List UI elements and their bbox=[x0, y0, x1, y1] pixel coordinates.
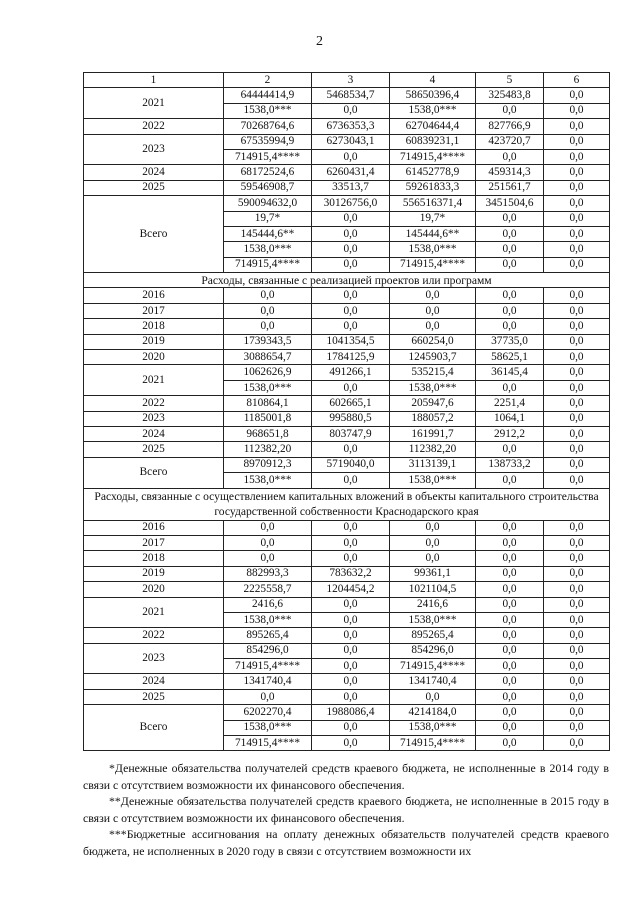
value-cell: 0,0 bbox=[224, 520, 312, 535]
value-cell: 0,0 bbox=[544, 149, 610, 164]
value-cell: 0,0 bbox=[544, 180, 610, 195]
value-cell: 0,0 bbox=[544, 566, 610, 581]
value-cell: 714915,4**** bbox=[390, 736, 476, 751]
table-row bbox=[84, 411, 610, 426]
year-cell: 2021 bbox=[84, 597, 224, 628]
value-cell: 0,0 bbox=[476, 736, 544, 751]
value-cell: 0,0 bbox=[312, 303, 390, 318]
column-number: 4 bbox=[390, 73, 476, 88]
footnotes bbox=[83, 760, 609, 860]
value-cell: 0,0 bbox=[544, 88, 610, 103]
value-cell: 6260431,4 bbox=[312, 165, 390, 180]
value-cell: 0,0 bbox=[312, 226, 390, 241]
value-cell: 0,0 bbox=[312, 720, 390, 735]
value-cell: 1538,0*** bbox=[224, 242, 312, 257]
value-cell: 714915,4**** bbox=[390, 659, 476, 674]
table-row bbox=[84, 88, 610, 103]
value-cell: 0,0 bbox=[544, 705, 610, 720]
value-cell: 0,0 bbox=[476, 551, 544, 566]
value-cell: 827766,9 bbox=[476, 119, 544, 134]
value-cell: 0,0 bbox=[476, 380, 544, 395]
value-cell: 0,0 bbox=[476, 319, 544, 334]
value-cell: 0,0 bbox=[544, 196, 610, 211]
value-cell: 205947,6 bbox=[390, 396, 476, 411]
year-cell: 2022 bbox=[84, 628, 224, 643]
value-cell: 33513,7 bbox=[312, 180, 390, 195]
value-cell: 714915,4**** bbox=[224, 736, 312, 751]
year-cell: Всего bbox=[84, 457, 224, 488]
value-cell: 325483,8 bbox=[476, 88, 544, 103]
value-cell: 1204454,2 bbox=[312, 582, 390, 597]
value-cell: 0,0 bbox=[544, 473, 610, 488]
value-cell: 0,0 bbox=[544, 720, 610, 735]
value-cell: 19,7* bbox=[224, 211, 312, 226]
year-cell: Всего bbox=[84, 705, 224, 751]
value-cell: 2251,4 bbox=[476, 396, 544, 411]
value-cell: 58625,1 bbox=[476, 350, 544, 365]
section-title-row bbox=[84, 488, 610, 520]
value-cell: 0,0 bbox=[312, 689, 390, 704]
value-cell: 0,0 bbox=[312, 380, 390, 395]
value-cell: 251561,7 bbox=[476, 180, 544, 195]
value-cell: 3451504,6 bbox=[476, 196, 544, 211]
value-cell: 5719040,0 bbox=[312, 457, 390, 472]
value-cell: 0,0 bbox=[544, 365, 610, 380]
year-cell: 2018 bbox=[84, 319, 224, 334]
value-cell: 459314,3 bbox=[476, 165, 544, 180]
value-cell: 62704644,4 bbox=[390, 119, 476, 134]
value-cell: 714915,4**** bbox=[224, 149, 312, 164]
year-cell: 2023 bbox=[84, 134, 224, 165]
value-cell: 6736353,3 bbox=[312, 119, 390, 134]
value-cell: 1538,0*** bbox=[224, 720, 312, 735]
value-cell: 810864,1 bbox=[224, 396, 312, 411]
value-cell: 68172524,6 bbox=[224, 165, 312, 180]
value-cell: 0,0 bbox=[544, 242, 610, 257]
value-cell: 0,0 bbox=[476, 257, 544, 272]
value-cell: 714915,4**** bbox=[224, 257, 312, 272]
value-cell: 854296,0 bbox=[390, 643, 476, 658]
value-cell: 1538,0*** bbox=[224, 103, 312, 118]
table-row bbox=[84, 551, 610, 566]
value-cell: 660254,0 bbox=[390, 334, 476, 349]
column-number: 2 bbox=[224, 73, 312, 88]
value-cell: 0,0 bbox=[312, 597, 390, 612]
value-cell: 0,0 bbox=[476, 442, 544, 457]
table-row bbox=[84, 303, 610, 318]
value-cell: 0,0 bbox=[312, 242, 390, 257]
year-cell: 2017 bbox=[84, 535, 224, 550]
value-cell: 0,0 bbox=[476, 689, 544, 704]
value-cell: 1341740,4 bbox=[224, 674, 312, 689]
value-cell: 0,0 bbox=[312, 473, 390, 488]
table-row bbox=[84, 689, 610, 704]
value-cell: 64444414,9 bbox=[224, 88, 312, 103]
value-cell: 0,0 bbox=[544, 736, 610, 751]
table-row bbox=[84, 597, 610, 612]
column-number: 1 bbox=[84, 73, 224, 88]
value-cell: 161991,7 bbox=[390, 426, 476, 441]
value-cell: 0,0 bbox=[224, 551, 312, 566]
table-row bbox=[84, 582, 610, 597]
value-cell: 0,0 bbox=[476, 242, 544, 257]
value-cell: 0,0 bbox=[312, 659, 390, 674]
value-cell: 0,0 bbox=[476, 303, 544, 318]
value-cell: 36145,4 bbox=[476, 365, 544, 380]
value-cell: 0,0 bbox=[544, 103, 610, 118]
table-row bbox=[84, 365, 610, 380]
value-cell: 0,0 bbox=[224, 288, 312, 303]
value-cell: 714915,4**** bbox=[390, 149, 476, 164]
value-cell: 5468534,7 bbox=[312, 88, 390, 103]
table-row bbox=[84, 396, 610, 411]
value-cell: 590094632,0 bbox=[224, 196, 312, 211]
value-cell: 0,0 bbox=[390, 551, 476, 566]
value-cell: 0,0 bbox=[224, 303, 312, 318]
value-cell: 0,0 bbox=[312, 257, 390, 272]
value-cell: 0,0 bbox=[544, 535, 610, 550]
value-cell: 0,0 bbox=[544, 659, 610, 674]
value-cell: 0,0 bbox=[312, 149, 390, 164]
value-cell: 0,0 bbox=[312, 319, 390, 334]
value-cell: 0,0 bbox=[544, 165, 610, 180]
value-cell: 112382,20 bbox=[224, 442, 312, 457]
value-cell: 0,0 bbox=[476, 520, 544, 535]
year-cell: 2017 bbox=[84, 303, 224, 318]
value-cell: 2416,6 bbox=[390, 597, 476, 612]
value-cell: 0,0 bbox=[544, 303, 610, 318]
year-cell: 2025 bbox=[84, 442, 224, 457]
value-cell: 1041354,5 bbox=[312, 334, 390, 349]
table-row bbox=[84, 566, 610, 581]
value-cell: 0,0 bbox=[312, 288, 390, 303]
value-cell: 2225558,7 bbox=[224, 582, 312, 597]
value-cell: 0,0 bbox=[544, 380, 610, 395]
year-cell: 2022 bbox=[84, 396, 224, 411]
year-cell: 2021 bbox=[84, 365, 224, 396]
value-cell: 0,0 bbox=[544, 520, 610, 535]
value-cell: 0,0 bbox=[544, 211, 610, 226]
value-cell: 145444,6** bbox=[224, 226, 312, 241]
value-cell: 0,0 bbox=[476, 659, 544, 674]
year-cell: 2020 bbox=[84, 582, 224, 597]
table-row bbox=[84, 180, 610, 195]
value-cell: 0,0 bbox=[476, 705, 544, 720]
value-cell: 535215,4 bbox=[390, 365, 476, 380]
value-cell: 0,0 bbox=[544, 426, 610, 441]
year-cell: 2019 bbox=[84, 334, 224, 349]
value-cell: 0,0 bbox=[544, 226, 610, 241]
value-cell: 2416,6 bbox=[224, 597, 312, 612]
value-cell: 0,0 bbox=[476, 211, 544, 226]
value-cell: 1538,0*** bbox=[390, 103, 476, 118]
value-cell: 0,0 bbox=[476, 597, 544, 612]
value-cell: 1538,0*** bbox=[390, 380, 476, 395]
footnote: **Денежные обязательства получателей средств краевого бюджета, не исполненные в 2015 году в связи с отсутствием возможности их финансового обеспечения. bbox=[83, 794, 609, 825]
value-cell: 491266,1 bbox=[312, 365, 390, 380]
value-cell: 1988086,4 bbox=[312, 705, 390, 720]
value-cell: 0,0 bbox=[390, 303, 476, 318]
table-row bbox=[84, 520, 610, 535]
value-cell: 1062626,9 bbox=[224, 365, 312, 380]
value-cell: 0,0 bbox=[476, 674, 544, 689]
column-number: 5 bbox=[476, 73, 544, 88]
value-cell: 70268764,6 bbox=[224, 119, 312, 134]
value-cell: 0,0 bbox=[390, 535, 476, 550]
value-cell: 0,0 bbox=[312, 442, 390, 457]
value-cell: 995880,5 bbox=[312, 411, 390, 426]
value-cell: 0,0 bbox=[476, 103, 544, 118]
value-cell: 0,0 bbox=[476, 720, 544, 735]
value-cell: 8970912,3 bbox=[224, 457, 312, 472]
value-cell: 0,0 bbox=[544, 551, 610, 566]
value-cell: 0,0 bbox=[544, 674, 610, 689]
value-cell: 0,0 bbox=[312, 551, 390, 566]
value-cell: 0,0 bbox=[544, 134, 610, 149]
value-cell: 1538,0*** bbox=[390, 720, 476, 735]
value-cell: 1021104,5 bbox=[390, 582, 476, 597]
value-cell: 0,0 bbox=[476, 582, 544, 597]
year-cell: 2021 bbox=[84, 88, 224, 119]
value-cell: 0,0 bbox=[544, 612, 610, 627]
table-row bbox=[84, 628, 610, 643]
value-cell: 1245903,7 bbox=[390, 350, 476, 365]
value-cell: 0,0 bbox=[544, 319, 610, 334]
value-cell: 0,0 bbox=[476, 628, 544, 643]
page-number: 2 bbox=[316, 34, 323, 49]
table-row bbox=[84, 288, 610, 303]
value-cell: 0,0 bbox=[224, 689, 312, 704]
value-cell: 1341740,4 bbox=[390, 674, 476, 689]
value-cell: 1739343,5 bbox=[224, 334, 312, 349]
column-number-row bbox=[84, 73, 610, 88]
value-cell: 0,0 bbox=[544, 442, 610, 457]
value-cell: 1538,0*** bbox=[390, 473, 476, 488]
footnote: *Денежные обязательства получателей средств краевого бюджета, не исполненные в 2014 году в связи с отсутствием возможности их финансового обеспечения. bbox=[83, 761, 609, 792]
value-cell: 0,0 bbox=[390, 520, 476, 535]
year-cell: 2023 bbox=[84, 411, 224, 426]
value-cell: 30126756,0 bbox=[312, 196, 390, 211]
value-cell: 0,0 bbox=[312, 674, 390, 689]
year-cell: 2016 bbox=[84, 520, 224, 535]
value-cell: 0,0 bbox=[476, 473, 544, 488]
table-row bbox=[84, 196, 610, 211]
table-row bbox=[84, 134, 610, 149]
value-cell: 1538,0*** bbox=[224, 473, 312, 488]
budget-table bbox=[83, 72, 610, 751]
column-number: 3 bbox=[312, 73, 390, 88]
footnote: ***Бюджетные ассигнования на оплату денежных обязательств получателей средств краевого бюджета, не исполненных в 2020 году в связи с отсутствием возможности их bbox=[83, 827, 609, 858]
value-cell: 0,0 bbox=[544, 288, 610, 303]
value-cell: 99361,1 bbox=[390, 566, 476, 581]
value-cell: 895265,4 bbox=[224, 628, 312, 643]
value-cell: 61452778,9 bbox=[390, 165, 476, 180]
value-cell: 1185001,8 bbox=[224, 411, 312, 426]
year-cell: 2023 bbox=[84, 643, 224, 674]
value-cell: 145444,6** bbox=[390, 226, 476, 241]
year-cell: 2016 bbox=[84, 288, 224, 303]
value-cell: 188057,2 bbox=[390, 411, 476, 426]
section-title: Расходы, связанные с реализацией проектов или программ bbox=[84, 273, 610, 288]
value-cell: 0,0 bbox=[312, 736, 390, 751]
year-cell: 2022 bbox=[84, 119, 224, 134]
value-cell: 0,0 bbox=[544, 119, 610, 134]
value-cell: 0,0 bbox=[476, 643, 544, 658]
year-cell: 2024 bbox=[84, 426, 224, 441]
value-cell: 714915,4**** bbox=[224, 659, 312, 674]
value-cell: 714915,4**** bbox=[390, 257, 476, 272]
value-cell: 854296,0 bbox=[224, 643, 312, 658]
value-cell: 0,0 bbox=[476, 612, 544, 627]
section-title: Расходы, связанные с осуществлением капитальных вложений в объекты капитального строительства государственной собственности Краснодарского края bbox=[84, 488, 610, 520]
value-cell: 0,0 bbox=[544, 334, 610, 349]
value-cell: 0,0 bbox=[544, 643, 610, 658]
value-cell: 138733,2 bbox=[476, 457, 544, 472]
value-cell: 0,0 bbox=[312, 211, 390, 226]
section-title-row bbox=[84, 273, 610, 288]
value-cell: 0,0 bbox=[544, 597, 610, 612]
value-cell: 0,0 bbox=[476, 226, 544, 241]
table-row bbox=[84, 119, 610, 134]
value-cell: 1538,0*** bbox=[390, 242, 476, 257]
value-cell: 0,0 bbox=[390, 319, 476, 334]
budget-table-body bbox=[84, 73, 610, 751]
value-cell: 0,0 bbox=[224, 319, 312, 334]
value-cell: 0,0 bbox=[544, 257, 610, 272]
value-cell: 0,0 bbox=[312, 628, 390, 643]
year-cell: 2020 bbox=[84, 350, 224, 365]
table-row bbox=[84, 705, 610, 720]
value-cell: 0,0 bbox=[544, 582, 610, 597]
value-cell: 423720,7 bbox=[476, 134, 544, 149]
table-row bbox=[84, 350, 610, 365]
table-row bbox=[84, 442, 610, 457]
value-cell: 968651,8 bbox=[224, 426, 312, 441]
year-cell: 2019 bbox=[84, 566, 224, 581]
value-cell: 60839231,1 bbox=[390, 134, 476, 149]
value-cell: 0,0 bbox=[544, 628, 610, 643]
table-row bbox=[84, 426, 610, 441]
table-row bbox=[84, 165, 610, 180]
year-cell: Всего bbox=[84, 196, 224, 273]
value-cell: 2912,2 bbox=[476, 426, 544, 441]
table-row bbox=[84, 457, 610, 472]
value-cell: 1538,0*** bbox=[390, 612, 476, 627]
year-cell: 2018 bbox=[84, 551, 224, 566]
value-cell: 112382,20 bbox=[390, 442, 476, 457]
value-cell: 1784125,9 bbox=[312, 350, 390, 365]
year-cell: 2024 bbox=[84, 165, 224, 180]
value-cell: 59261833,3 bbox=[390, 180, 476, 195]
value-cell: 58650396,4 bbox=[390, 88, 476, 103]
value-cell: 0,0 bbox=[476, 149, 544, 164]
value-cell: 0,0 bbox=[544, 689, 610, 704]
value-cell: 0,0 bbox=[476, 566, 544, 581]
value-cell: 0,0 bbox=[312, 612, 390, 627]
table-row bbox=[84, 674, 610, 689]
value-cell: 783632,2 bbox=[312, 566, 390, 581]
value-cell: 0,0 bbox=[312, 520, 390, 535]
value-cell: 556516371,4 bbox=[390, 196, 476, 211]
value-cell: 803747,9 bbox=[312, 426, 390, 441]
value-cell: 0,0 bbox=[312, 643, 390, 658]
value-cell: 0,0 bbox=[390, 689, 476, 704]
value-cell: 0,0 bbox=[476, 288, 544, 303]
year-cell: 2024 bbox=[84, 674, 224, 689]
value-cell: 67535994,9 bbox=[224, 134, 312, 149]
value-cell: 0,0 bbox=[312, 103, 390, 118]
value-cell: 0,0 bbox=[544, 350, 610, 365]
value-cell: 1064,1 bbox=[476, 411, 544, 426]
value-cell: 0,0 bbox=[544, 457, 610, 472]
value-cell: 602665,1 bbox=[312, 396, 390, 411]
value-cell: 59546908,7 bbox=[224, 180, 312, 195]
table-row bbox=[84, 643, 610, 658]
value-cell: 1538,0*** bbox=[224, 380, 312, 395]
value-cell: 1538,0*** bbox=[224, 612, 312, 627]
value-cell: 0,0 bbox=[476, 535, 544, 550]
value-cell: 0,0 bbox=[224, 535, 312, 550]
value-cell: 6202270,4 bbox=[224, 705, 312, 720]
value-cell: 0,0 bbox=[390, 288, 476, 303]
year-cell: 2025 bbox=[84, 180, 224, 195]
value-cell: 19,7* bbox=[390, 211, 476, 226]
table-row bbox=[84, 535, 610, 550]
value-cell: 37735,0 bbox=[476, 334, 544, 349]
table-row bbox=[84, 334, 610, 349]
value-cell: 3113139,1 bbox=[390, 457, 476, 472]
value-cell: 3088654,7 bbox=[224, 350, 312, 365]
year-cell: 2025 bbox=[84, 689, 224, 704]
value-cell: 0,0 bbox=[544, 411, 610, 426]
column-number: 6 bbox=[544, 73, 610, 88]
value-cell: 895265,4 bbox=[390, 628, 476, 643]
value-cell: 882993,3 bbox=[224, 566, 312, 581]
table-row bbox=[84, 319, 610, 334]
value-cell: 0,0 bbox=[544, 396, 610, 411]
value-cell: 4214184,0 bbox=[390, 705, 476, 720]
value-cell: 6273043,1 bbox=[312, 134, 390, 149]
value-cell: 0,0 bbox=[312, 535, 390, 550]
